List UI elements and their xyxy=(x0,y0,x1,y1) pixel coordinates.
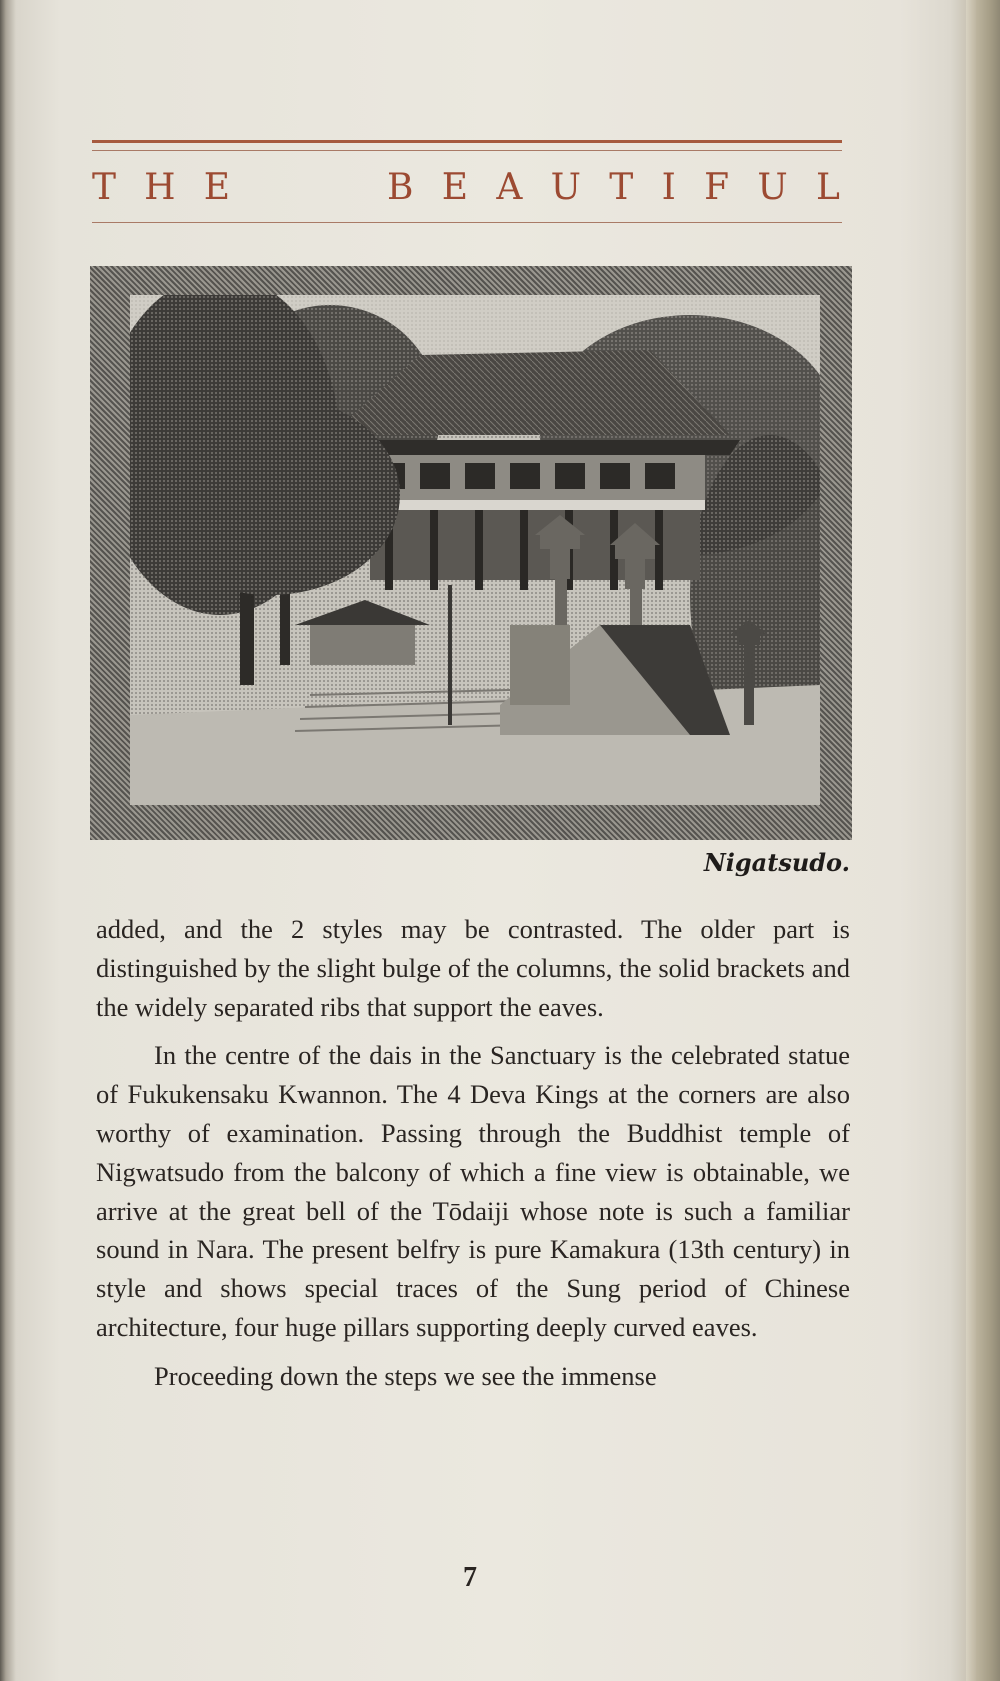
temple-photo-icon xyxy=(130,295,820,805)
running-head-letter: T xyxy=(609,166,636,208)
running-head-letter: I xyxy=(661,166,678,208)
running-head xyxy=(92,163,842,211)
page-edge xyxy=(966,0,976,1681)
paragraph-1: added, and the 2 styles may be contrasted. The older part is distinguished by the slight bulge of the columns, the solid brackets and the widely separated ribs that support the eaves. xyxy=(96,914,850,1022)
running-head-letter: H xyxy=(144,166,178,208)
running-head-word-the xyxy=(92,167,232,208)
running-head-letter: T xyxy=(92,166,119,208)
running-head-letter: U xyxy=(550,166,583,208)
running-head-letter: E xyxy=(441,166,471,208)
paragraph-3: Proceeding down the steps we see the immense xyxy=(154,1360,657,1391)
running-head-letter: A xyxy=(496,166,525,208)
page-number: 7 xyxy=(463,1562,477,1593)
running-head-letter: L xyxy=(816,166,842,208)
photo-caption: Nigatsudo. xyxy=(703,848,850,877)
temple-photograph xyxy=(130,295,820,805)
running-head-word-beautiful xyxy=(387,167,842,208)
running-head-letter: U xyxy=(757,166,790,208)
paragraph-2: In the centre of the dais in the Sanctuary is the celebrated statue of Fukukensaku Kwannon. The 4 Deva Kings at the corners are also worthy of examination. Passing through the Buddhist temple of Nigwatsudo from the balcony of which a fine view is obtainable, we arrive at the great bell of the Tōdaiji whose note is such a familiar sound in Nara. The present belfry is pure Kamakura (13th century) in style and shows special traces of the Sung period of Chinese architecture, four huge pillars supporting deeply curved eaves. xyxy=(96,1040,850,1342)
running-head-letter: E xyxy=(203,166,232,208)
body-text xyxy=(96,910,850,1396)
header-rule-bottom xyxy=(92,222,842,223)
header-rule-top xyxy=(92,140,842,143)
header-rule-thin xyxy=(92,150,842,151)
running-head-letter: F xyxy=(704,166,732,208)
running-head-letter: B xyxy=(387,166,416,208)
